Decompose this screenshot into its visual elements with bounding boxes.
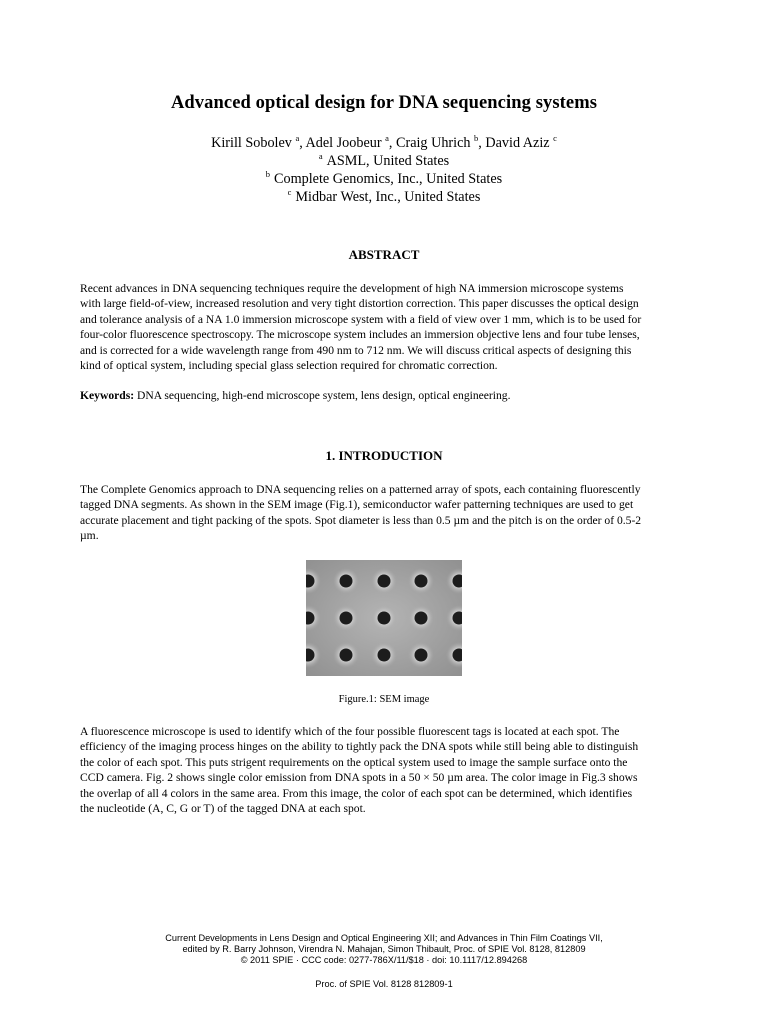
author: David Aziz $^c$: [485, 133, 557, 151]
sem-dot-grid: [306, 560, 462, 676]
text-line: accurate placement and tight packing of the spots. Spot diameter is less than 0.5 µm and the pitch is on the order of 0.5-2: [80, 513, 642, 527]
author-list: [0, 134, 768, 152]
affiliation-mark: b: [265, 169, 271, 179]
affiliation-mark: a: [295, 133, 300, 143]
affiliation: $^a$ ASML, United States: [318, 151, 450, 169]
footer-line: Current Developments in Lens Design and Optical Engineering XII; and Advances in Thin Film Coatings VII,: [165, 933, 603, 943]
text-line: and is corrected for a wide wavelength range from 490 nm to 712 nm. We will discuss critical aspects of designing this: [80, 343, 632, 357]
affiliation-mark: b: [474, 133, 479, 143]
footer-line: edited by R. Barry Johnson, Virendra N. Mahajan, Simon Thibault, Proc. of SPIE Vol. 8128, 812809: [182, 944, 586, 955]
introduction-paragraph-2: [80, 724, 690, 816]
text-line: the color of each spot. This puts strigent requirements on the optical system used to image the sample surface onto the: [80, 755, 628, 769]
abstract-text: [80, 281, 690, 373]
text-line: efficiency of the imaging process hinges on the ability to tightly pack the DNA spots while still being able to distinguish: [80, 740, 639, 754]
introduction-heading: 1. INTRODUCTION: [325, 448, 443, 463]
text-line: Recent advances in DNA sequencing techniques require the development of high NA immersion microscope systems: [80, 282, 624, 295]
text-line: CCD camera. Fig. 2 shows single color emission from DNA spots in a 50 × 50 µm area. The color image in Fig.3 shows: [80, 771, 638, 785]
affiliation-mark: a: [318, 151, 323, 161]
page-number: Proc. of SPIE Vol. 8128 812809-1: [315, 979, 453, 989]
sem-spot: [378, 649, 391, 662]
text-line: µm.: [80, 529, 99, 543]
author: Craig Uhrich $^b$,: [396, 133, 486, 151]
text-line: tagged DNA segments. As shown in the SEM image (Fig.1), semiconductor wafer patterning techniques are used to get: [80, 498, 634, 512]
sem-spot: [415, 612, 428, 625]
sem-spot: [340, 649, 353, 662]
sem-spot: [415, 649, 428, 662]
sem-spot: [340, 575, 353, 588]
sem-spot: [378, 575, 391, 588]
text-line: The Complete Genomics approach to DNA sequencing relies on a patterned array of spots, each containing fluorescently: [80, 483, 641, 496]
text-line: the overlap of all 4 colors in the same area. From this image, the color of each spot can be determined, which identifies: [80, 786, 633, 800]
footer-line: © 2011 SPIE · CCC code: 0277-786X/11/$18 · doi: 10.1117/12.894268: [240, 955, 528, 966]
publication-footer: [0, 933, 768, 967]
sem-image: [306, 560, 462, 676]
keywords-text: DNA sequencing, high-end microscope system, lens design, optical engineering.: [134, 389, 511, 402]
text-line: kind of optical system, including special glass selection required for chromatic correction.: [80, 359, 498, 373]
affiliation-mark: c: [287, 187, 292, 197]
affiliation: $^c$ Midbar West, Inc., United States: [287, 187, 481, 205]
keywords: [80, 388, 690, 403]
text-line: A fluorescence microscope is used to identify which of the four possible fluorescent tags is located at each spot. The: [80, 725, 620, 738]
keywords-label: Keywords:: [80, 389, 135, 402]
paper-title: Advanced optical design for DNA sequencing systems: [170, 93, 598, 113]
introduction-paragraph: [80, 482, 690, 544]
figure-caption: Figure.1: SEM image: [338, 694, 430, 705]
abstract-heading: ABSTRACT: [348, 247, 420, 262]
sem-spot: [415, 575, 428, 588]
text-line: four-color fluorescence spectroscopy. The microscope system includes an immersion objective lens and four tube lenses,: [80, 328, 640, 342]
text-line: and tolerance analysis of a NA 1.0 immersion microscope system with a field of view over 1 mm, which is to be used for: [80, 312, 642, 326]
author: Kirill Sobolev $^a$,: [211, 133, 306, 151]
affiliation: $^b$ Complete Genomics, Inc., United States: [265, 169, 503, 187]
author: Adel Joobeur $^a$,: [305, 133, 396, 151]
sem-spot: [340, 612, 353, 625]
affiliation-mark: a: [385, 133, 389, 143]
text-line: the nucleotide (A, C, G or T) of the tagged DNA at each spot.: [80, 802, 366, 816]
affiliation-mark: c: [553, 133, 557, 143]
sem-spot: [378, 612, 391, 625]
text-line: with large field-of-view, increased resolution and very tight distortion correction. This paper discusses the optical design: [80, 297, 639, 311]
